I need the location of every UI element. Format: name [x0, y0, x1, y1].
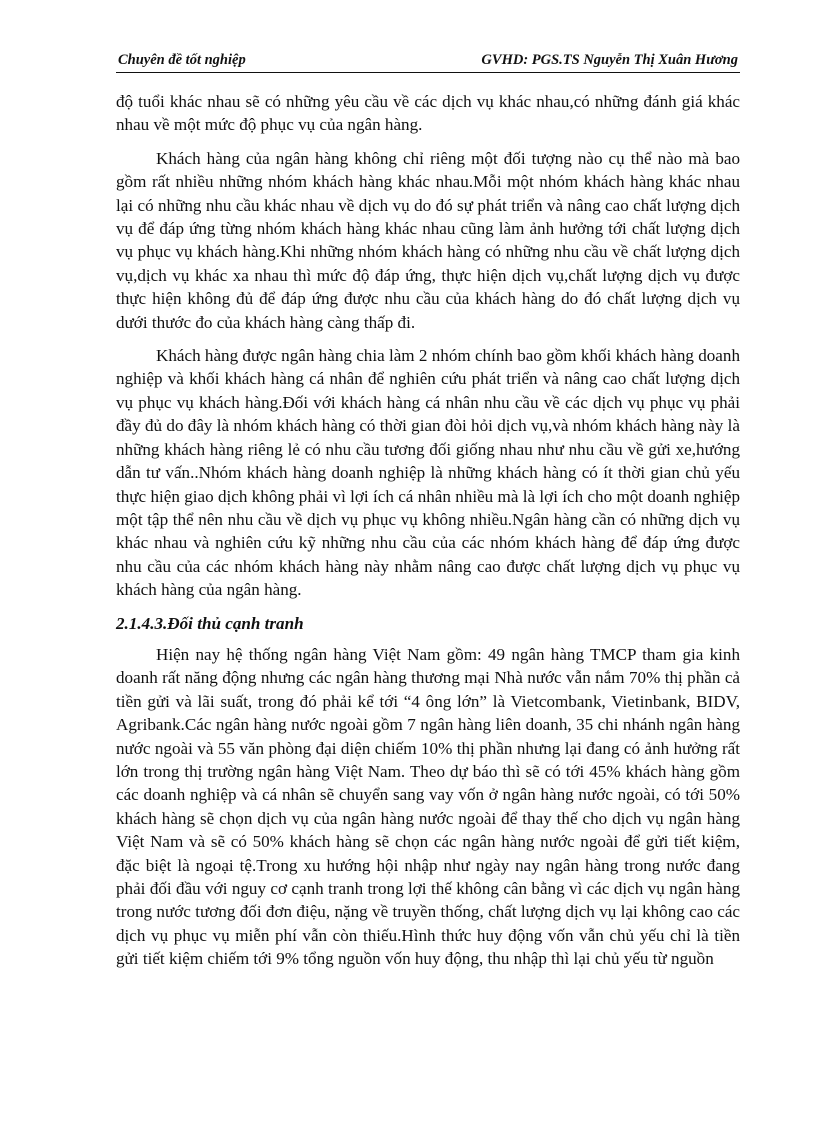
- section-heading-competitors: 2.1.4.3.Đối thủ cạnh tranh: [116, 613, 304, 633]
- paragraph-customer-segments: Khách hàng được ngân hàng chia làm 2 nhóm chính bao gồm khối khách hàng doanh nghiệp và khối khách hàng cá nhân để nghiên cứu phát triển và nâng cao chất lượng dịch vụ phục vụ khách hàng.Đối với khách hàng cá nhân nhu cầu về các dịch vụ phục vụ phải đầy đủ do đây là nhóm khách hàng có thời gian đòi hỏi dịch vụ,và nhóm khách hàng này là những khách hàng riêng lẻ có nhu cầu tương đối giống nhau như nhu cầu về gửi xe,hướng dẫn tư vấn..Nhóm khách hàng doanh nghiệp là những khách hàng có ít thời gian chủ yếu thực hiện giao dịch không phải vì lợi ích cá nhân nhiều mà là lợi ích cho một doanh nghiệp một tập thể nên nhu cầu về dịch vụ phục vụ không nhiều.Ngân hàng cần có những dịch vụ khác nhau và nghiên cứu kỹ những nhu cầu của các nhóm khách hàng để đáp ứng được nhu cầu của các nhóm khách hàng này nhằm nâng cao được chất lượng dịch vụ phục vụ khách hàng của ngân hàng.: [116, 346, 740, 600]
- paragraph-competitors: Hiện nay hệ thống ngân hàng Việt Nam gồm: 49 ngân hàng TMCP tham gia kinh doanh rất năng động nhưng các ngân hàng thương mại Nhà nước vẫn nắm 70% thị phần cả tiền gửi và lãi suất, trong đó phải kể tới “4 ông lớn” là Vietcombank, Vietinbank, BIDV, Agribank.Các ngân hàng nước ngoài gồm 7 ngân hàng liên doanh, 35 chi nhánh ngân hàng nước ngoài và 55 văn phòng đại diện chiếm 10% thị phần nhưng lại đang có ảnh hưởng rất lớn trong thị trường ngân hàng Việt Nam. Theo dự báo thì sẽ có tới 45% khách hàng gồm các doanh nghiệp và cá nhân sẽ chuyển sang vay vốn ở ngân hàng nước ngoài, có tới 50% khách hàng sẽ chọn dịch vụ của ngân hàng nước ngoài để thay thế cho dịch vụ ngân hàng Việt Nam và sẽ có 50% khách hàng sẽ chọn các ngân hàng nước ngoài để gửi tiết kiệm, đặc biệt là ngoại tệ.Trong xu hướng hội nhập như ngày nay ngân hàng trong nước đang phải đối đầu với nguy cơ cạnh tranh trong lợi thế không cân bằng vì các dịch vụ ngân hàng trong nước tương đối đơn điệu, nặng về truyền thống, chất lượng dịch vụ lại không cao các dịch vụ phục vụ miễn phí vẫn còn thiếu.Hình thức huy động vốn vẫn chủ yếu chỉ là tiền gửi tiết kiệm chiếm tới 9% tổng nguồn vốn huy động, thu nhập thì lại chủ yếu từ nguồn: [116, 644, 740, 969]
- page-header: [116, 52, 740, 73]
- paragraph-customer-groups: Khách hàng của ngân hàng không chỉ riêng một đối tượng nào cụ thể nào mà bao gồm rất nhiều những nhóm khách hàng khác nhau.Mỗi một nhóm khách hàng khác nhau lại có những nhu cầu khác nhau về dịch vụ do đó sự phát triển và nâng cao chất lượng dịch vụ để đáp ứng từng nhóm khách hàng khác nhau cũng làm ảnh hưởng tới chất lượng dịch vụ phục vụ khách hàng.Khi những nhóm khách hàng có những nhu cầu về chất lượng dịch vụ,dịch vụ khác xa nhau thì mức độ đáp ứng, thực hiện dịch vụ,chất lượng dịch vụ được thực hiện không đủ để đáp ứng được nhu cầu của khách hàng do đó chất lượng dịch vụ dưới thước đo của khách hàng càng thấp đi.: [116, 148, 740, 332]
- header-supervisor: GVHD: PGS.TS Nguyễn Thị Xuân Hương: [481, 52, 738, 68]
- document-body: [116, 90, 740, 981]
- header-document-title: Chuyên đề tốt nghiệp: [118, 52, 246, 68]
- paragraph-continued: độ tuổi khác nhau sẽ có những yêu cầu về các dịch vụ khác nhau,có những đánh giá khác nhau về một mức độ phục vụ của ngân hàng.: [116, 92, 740, 135]
